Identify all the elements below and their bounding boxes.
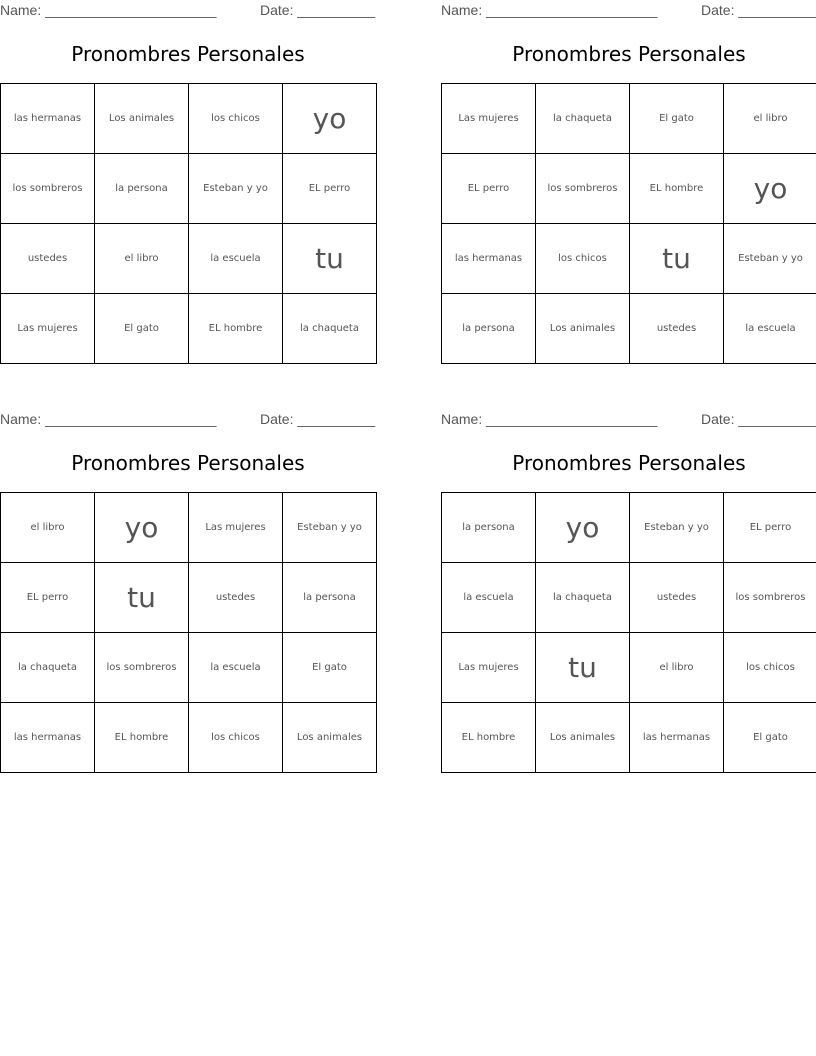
date-field: Date: __________ — [260, 411, 376, 427]
bingo-card-3 — [0, 409, 376, 783]
grid-cell: El gato — [724, 703, 816, 773]
date-field: Date: __________ — [701, 411, 816, 427]
grid-cell: EL perro — [1, 563, 95, 633]
grid-cell: EL hombre — [189, 294, 283, 364]
grid-cell: las hermanas — [1, 84, 95, 154]
grid-cell: los sombreros — [724, 563, 816, 633]
grid-cell: ustedes — [189, 563, 283, 633]
grid-cell: tu — [536, 633, 630, 703]
grid-cell: Los animales — [536, 703, 630, 773]
grid-row — [1, 703, 377, 773]
name-field: Name: ______________________ — [441, 411, 658, 427]
name-date-row — [441, 2, 816, 20]
card-title: Pronombres Personales — [71, 42, 305, 66]
grid-cell: Esteban y yo — [283, 493, 377, 563]
grid-cell: la chaqueta — [536, 84, 630, 154]
grid-cell: Esteban y yo — [630, 493, 724, 563]
grid-cell: la escuela — [724, 294, 816, 364]
grid-row — [1, 633, 377, 703]
bingo-card-2 — [441, 0, 816, 374]
grid-cell: la escuela — [189, 633, 283, 703]
bingo-card-4 — [441, 409, 816, 783]
grid-cell: Los animales — [283, 703, 377, 773]
grid-cell: el libro — [630, 633, 724, 703]
grid-cell: yo — [95, 493, 189, 563]
grid-row — [1, 294, 377, 364]
grid-cell: los chicos — [189, 84, 283, 154]
grid-cell: EL hombre — [95, 703, 189, 773]
grid-cell: Las mujeres — [189, 493, 283, 563]
grid-cell: los sombreros — [536, 154, 630, 224]
grid-cell: EL perro — [442, 154, 536, 224]
grid-cell: ustedes — [1, 224, 95, 294]
grid-cell: la chaqueta — [1, 633, 95, 703]
grid-cell: Las mujeres — [1, 294, 95, 364]
grid-cell: la escuela — [442, 563, 536, 633]
grid-cell: ustedes — [630, 294, 724, 364]
grid-cell: El gato — [630, 84, 724, 154]
grid-cell: El gato — [95, 294, 189, 364]
grid-row — [442, 633, 816, 703]
grid-cell: las hermanas — [630, 703, 724, 773]
name-field: Name: ______________________ — [441, 2, 658, 18]
grid-cell: la persona — [442, 294, 536, 364]
grid-cell: el libro — [724, 84, 816, 154]
card-title: Pronombres Personales — [71, 451, 305, 475]
grid-row — [442, 703, 816, 773]
name-date-row — [0, 411, 380, 429]
grid-cell: Esteban y yo — [189, 154, 283, 224]
date-field: Date: __________ — [701, 2, 816, 18]
grid-cell: las hermanas — [442, 224, 536, 294]
grid-cell: tu — [283, 224, 377, 294]
grid-cell: la chaqueta — [536, 563, 630, 633]
grid-cell: la escuela — [189, 224, 283, 294]
grid-row — [442, 493, 816, 563]
grid-cell: yo — [724, 154, 816, 224]
grid-cell: los chicos — [724, 633, 816, 703]
bingo-grid — [0, 492, 377, 773]
grid-row — [442, 224, 816, 294]
grid-cell: Las mujeres — [442, 633, 536, 703]
bingo-grid — [0, 83, 377, 364]
name-field: Name: ______________________ — [0, 2, 217, 18]
grid-cell: los chicos — [189, 703, 283, 773]
grid-row — [1, 493, 377, 563]
grid-cell: tu — [95, 563, 189, 633]
card-title: Pronombres Personales — [512, 451, 746, 475]
grid-row — [1, 84, 377, 154]
grid-cell: EL hombre — [442, 703, 536, 773]
date-field: Date: __________ — [260, 2, 376, 18]
grid-cell: la persona — [442, 493, 536, 563]
grid-cell: los chicos — [536, 224, 630, 294]
grid-row — [1, 224, 377, 294]
grid-cell: el libro — [95, 224, 189, 294]
grid-cell: el libro — [1, 493, 95, 563]
name-field: Name: ______________________ — [0, 411, 217, 427]
grid-cell: los sombreros — [1, 154, 95, 224]
grid-cell: yo — [536, 493, 630, 563]
grid-cell: la chaqueta — [283, 294, 377, 364]
grid-cell: la persona — [95, 154, 189, 224]
grid-cell: El gato — [283, 633, 377, 703]
grid-cell: Las mujeres — [442, 84, 536, 154]
grid-cell: EL perro — [283, 154, 377, 224]
grid-cell: Los animales — [95, 84, 189, 154]
grid-cell: ustedes — [630, 563, 724, 633]
grid-row — [442, 294, 816, 364]
grid-cell: Esteban y yo — [724, 224, 816, 294]
grid-cell: yo — [283, 84, 377, 154]
name-date-row — [0, 2, 380, 20]
grid-cell: EL perro — [724, 493, 816, 563]
grid-row — [442, 154, 816, 224]
grid-cell: las hermanas — [1, 703, 95, 773]
grid-cell: Los animales — [536, 294, 630, 364]
bingo-card-1 — [0, 0, 376, 374]
grid-cell: EL hombre — [630, 154, 724, 224]
grid-cell: los sombreros — [95, 633, 189, 703]
grid-row — [1, 563, 377, 633]
grid-row — [1, 154, 377, 224]
bingo-grid — [441, 83, 816, 364]
grid-row — [442, 563, 816, 633]
bingo-grid — [441, 492, 816, 773]
grid-cell: tu — [630, 224, 724, 294]
grid-cell: la persona — [283, 563, 377, 633]
name-date-row — [441, 411, 816, 429]
card-title: Pronombres Personales — [512, 42, 746, 66]
grid-row — [442, 84, 816, 154]
